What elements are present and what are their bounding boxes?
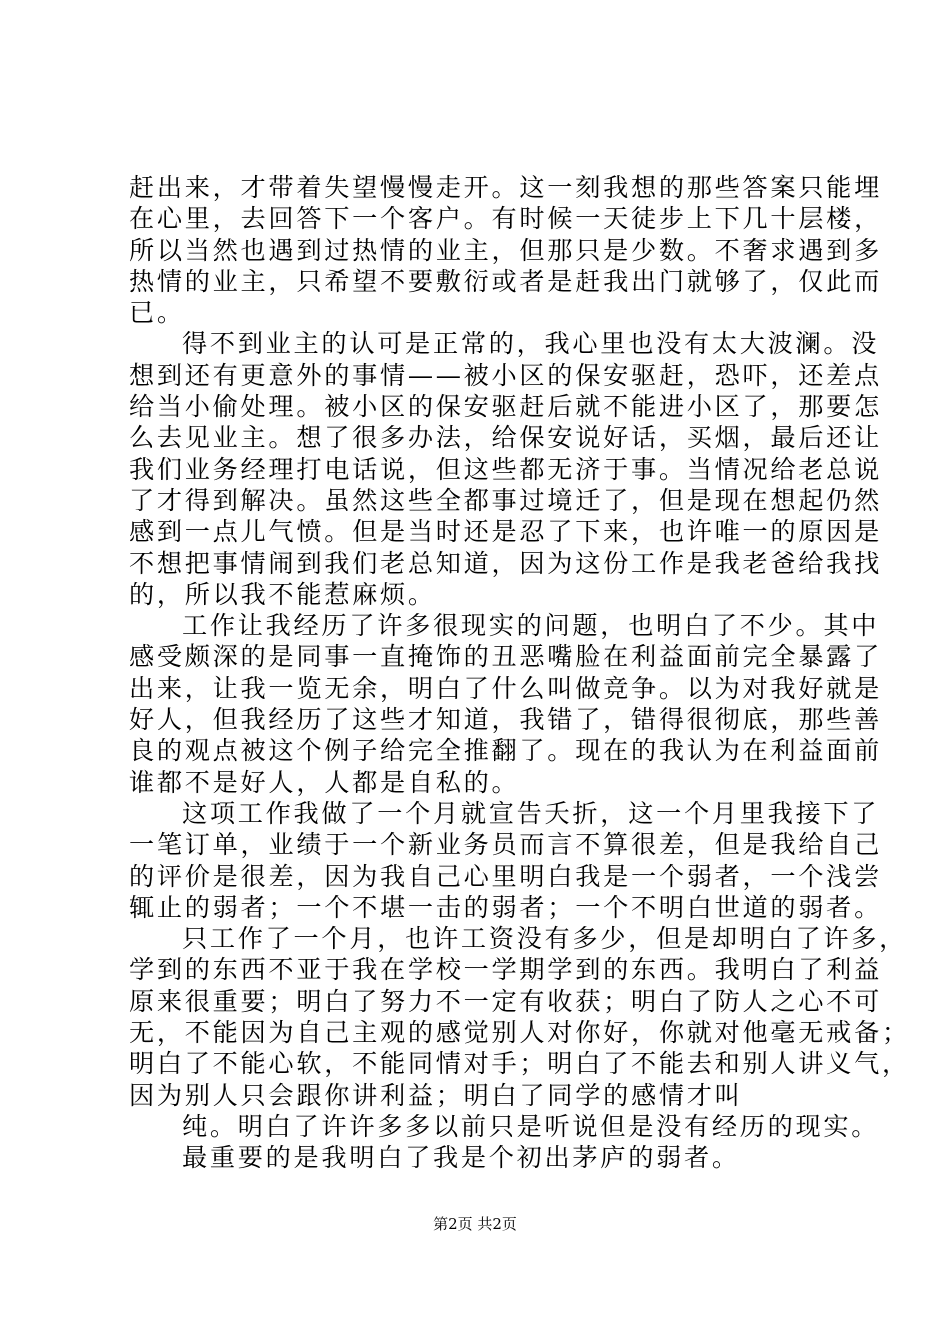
text-line: 么去见业主。想了很多办法，给保安说好话，买烟，最后还让: [129, 423, 882, 453]
text-line: 的，所以我不能惹麻烦。: [129, 579, 436, 609]
text-line: 学到的东西不亚于我在学校一学期学到的东西。我明白了利益: [129, 955, 882, 985]
text-line: 已。: [129, 298, 185, 328]
text-line: 所以当然也遇到过热情的业主，但那只是少数。不奢求遇到多: [129, 235, 882, 265]
text-line: 好人，但我经历了这些才知道，我错了，错得很彻底，那些善: [129, 705, 882, 735]
page-footer: 第2页 共2页: [433, 1215, 517, 1233]
text-line: 无，不能因为自己主观的感觉别人对你好，你就对他毫无戒备；: [129, 1018, 910, 1048]
text-line: 的评价是很差，因为我自己心里明白我是一个弱者，一个浅尝: [129, 861, 882, 891]
text-line: 只工作了一个月，也许工资没有多少，但是却明白了许多，: [182, 924, 908, 954]
text-line: 热情的业主，只希望不要敷衍或者是赶我出门就够了，仅此而: [129, 266, 882, 296]
text-line: 最重要的是我明白了我是个初出茅庐的弱者。: [182, 1143, 740, 1173]
text-line: 谁都不是好人，人都是自私的。: [129, 767, 520, 797]
text-line: 感到一点儿气愤。但是当时还是忍了下来，也许唯一的原因是: [129, 517, 882, 547]
text-line: 得不到业主的认可是正常的，我心里也没有太大波澜。没: [182, 329, 880, 359]
body-text: [129, 172, 910, 1174]
text-line: 工作让我经历了许多很现实的问题，也明白了不少。其中: [182, 611, 880, 641]
text-line: 原来很重要；明白了努力不一定有收获；明白了防人之心不可: [129, 986, 882, 1016]
text-line: 我们业务经理打电话说，但这些都无济于事。当情况给老总说: [129, 454, 882, 484]
text-line: 在心里，去回答下一个客户。有时候一天徒步上下几十层楼，: [129, 204, 882, 234]
text-line: 出来，让我一览无余，明白了什么叫做竞争。以为对我好就是: [129, 673, 882, 703]
text-line: 赶出来，才带着失望慢慢走开。这一刻我想的那些答案只能埋: [129, 173, 882, 202]
text-line: 良的观点被这个例子给完全推翻了。现在的我认为在利益面前: [129, 736, 882, 766]
text-line: 想到还有更意外的事情——被小区的保安驱赶，恐吓，还差点: [129, 360, 882, 390]
text-line: 纯。明白了许许多多以前只是听说但是没有经历的现实。: [182, 1111, 880, 1141]
text-line: 了才得到解决。虽然这些全都事过境迁了，但是现在想起仍然: [129, 485, 882, 515]
text-line: 不想把事情闹到我们老总知道，因为这份工作是我老爸给我找: [129, 548, 882, 578]
text-line: 一笔订单，业绩于一个新业务员而言不算很差，但是我给自己: [129, 830, 882, 860]
text-line: 因为别人只会跟你讲利益；明白了同学的感情才叫: [129, 1080, 743, 1110]
text-line: 感受颇深的是同事一直掩饰的丑恶嘴脸在利益面前完全暴露了: [129, 642, 882, 672]
text-line: 这项工作我做了一个月就宣告夭折，这一个月里我接下了: [182, 798, 880, 828]
text-line: 给当小偷处理。被小区的保安驱赶后就不能进小区了，那要怎: [129, 392, 882, 422]
text-line: 明白了不能心软，不能同情对手；明白了不能去和别人讲义气，: [129, 1049, 910, 1079]
text-line: 辄止的弱者；一个不堪一击的弱者；一个不明白世道的弱者。: [129, 892, 882, 922]
